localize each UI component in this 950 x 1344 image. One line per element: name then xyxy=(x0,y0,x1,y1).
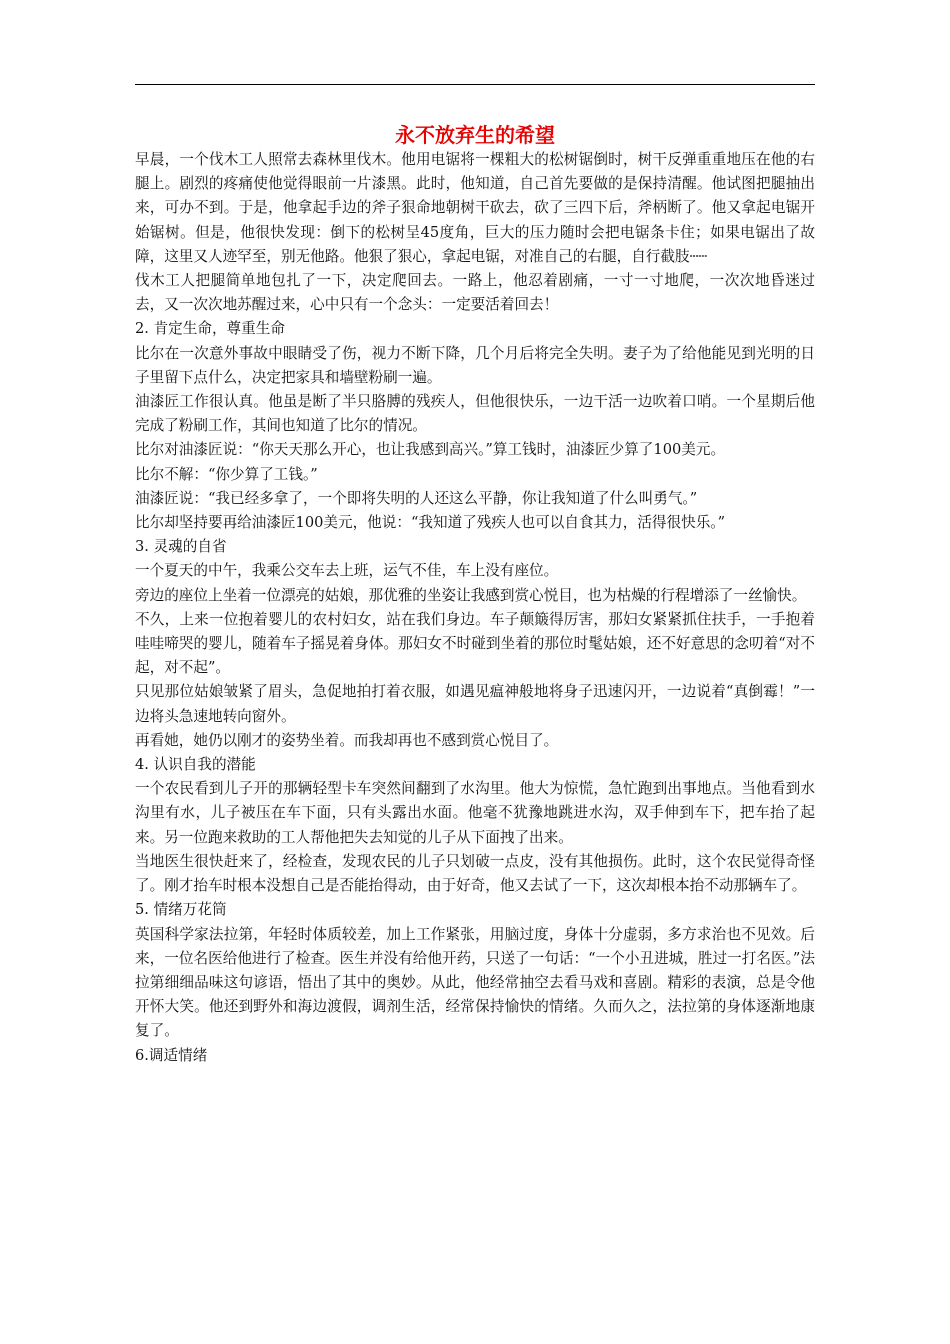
paragraph: 一个夏天的中午，我乘公交车去上班，运气不佳，车上没有座位。 xyxy=(135,562,559,580)
paragraph: 不久，上来一位抱着婴儿的农村妇女，站在我们身边。车子颠簸得厉害，那妇女紧紧抓住扶手，一手抱着哇哇啼哭的婴儿，随着车子摇晃着身体。那妇女不时碰到坐着的那位时髦姑娘，还不好意思的念叨着“对不起，对不起”。 xyxy=(135,610,815,677)
paragraph: 旁边的座位上坐着一位漂亮的姑娘，那优雅的坐姿让我感到赏心悦目，也为枯燥的行程增添了一丝愉快。 xyxy=(135,586,807,604)
section-heading: 4. 认识自我的潜能 xyxy=(135,756,256,774)
paragraph: 一个农民看到儿子开的那辆轻型卡车突然间翻到了水沟里。他大为惊慌，急忙跑到出事地点。当他看到水沟里有水，儿子被压在车下面，只有头露出水面。他毫不犹豫地跳进水沟，双手伸到车下，把车抬了起来。另一位跑来救助的工人帮他把失去知觉的儿子从下面拽了出来。 xyxy=(135,780,815,846)
paragraph: 早晨，一个伐木工人照常去森林里伐木。他用电锯将一棵粗大的松树锯倒时，树干反弹重重地压在他的右腿上。剧烈的疼痛使他觉得眼前一片漆黑。此时，他知道，自己首先要做的是保持清醒。他试图把腿抽出来，可办不到。于是，他拿起手边的斧子狠命地朝树干砍去，砍了三四下后，斧柄断了。他又拿起电锯开始锯树。但是，他很快发现：倒下的松树呈45度角，巨大的压力随时会把电锯条卡住；如果电锯出了故障，这里又人迹罕至，别无他路。他狠了狠心，拿起电锯，对准自己的右腿，自行截肢┄┄ xyxy=(135,151,815,265)
paragraph: 当地医生很快赶来了，经检查，发现农民的儿子只划破一点皮，没有其他损伤。此时，这个农民觉得奇怪了。刚才抬车时根本没想自己是否能抬得动，由于好奇，他又去试了一下，这次却根本抬不动那辆车了。 xyxy=(135,852,815,895)
document-body xyxy=(135,148,815,1068)
section-heading: 2. 肯定生命，尊重生命 xyxy=(135,320,285,338)
paragraph: 比尔对油漆匠说：“你天天那么开心，也让我感到高兴。”算工钱时，油漆匠少算了100美元。 xyxy=(135,441,726,459)
document-title: 永不放弃生的希望 xyxy=(395,123,555,147)
paragraph: 伐木工人把腿简单地包扎了一下，决定爬回去。一路上，他忍着剧痛，一寸一寸地爬，一次次地昏迷过去，又一次次地苏醒过来，心中只有一个念头：一定要活着回去！ xyxy=(135,272,815,314)
paragraph: 只见那位姑娘皱紧了眉头，急促地拍打着衣服，如遇见瘟神般地将身子迅速闪开，一边说着“真倒霉！”一边将头急速地转向窗外。 xyxy=(135,683,815,725)
paragraph: 比尔不解：“你少算了工钱。” xyxy=(135,465,318,483)
header-rule xyxy=(135,84,815,85)
section-heading: 5. 情绪万花筒 xyxy=(135,901,227,919)
paragraph: 比尔却坚持要再给油漆匠100美元，他说：“我知道了残疾人也可以自食其力，活得很快乐。” xyxy=(135,514,726,532)
section-heading: 6.调适情绪 xyxy=(135,1046,208,1064)
paragraph: 再看她，她仍以刚才的姿势坐着。而我却再也不感到赏心悦目了。 xyxy=(135,731,559,749)
section-heading: 3. 灵魂的自省 xyxy=(135,538,227,556)
paragraph: 英国科学家法拉第，年轻时体质较差，加上工作紧张，用脑过度，身体十分虚弱，多方求治也不见效。后来，一位名医给他进行了检查。医生并没有给他开药，只送了一句话：“一个小丑进城，胜过一打名医。”法拉第细细品味这句谚语，悟出了其中的奥妙。从此，他经常抽空去看马戏和喜剧。精彩的表演，总是令他开怀大笑。他还到野外和海边渡假，调剂生活，经常保持愉快的情绪。久而久之，法拉第的身体逐渐地康复了。 xyxy=(135,925,815,1040)
paragraph: 比尔在一次意外事故中眼睛受了伤，视力不断下降，几个月后将完全失明。妻子为了给他能见到光明的日子里留下点什么，决定把家具和墙壁粉刷一遍。 xyxy=(135,344,815,386)
paragraph: 油漆匠工作很认真。他虽是断了半只胳膊的残疾人，但他很快乐，一边干活一边吹着口哨。一个星期后他完成了粉刷工作，其间也知道了比尔的情况。 xyxy=(135,393,815,435)
paragraph: 油漆匠说：“我已经多拿了，一个即将失明的人还这么平静，你让我知道了什么叫勇气。” xyxy=(135,489,698,507)
